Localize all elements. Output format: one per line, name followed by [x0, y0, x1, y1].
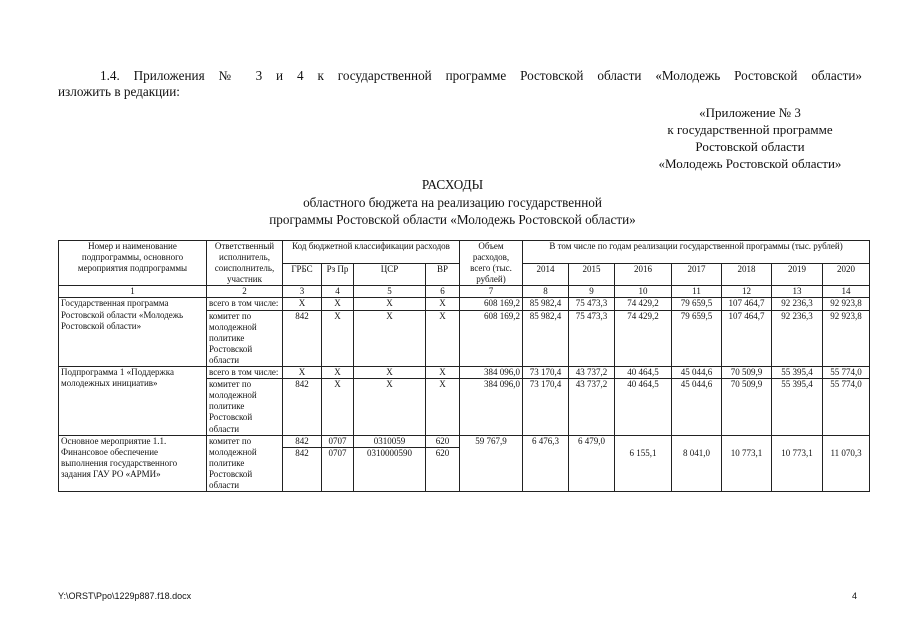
year-value-cell: 45 044,6 [672, 379, 722, 435]
total-cell: 384 096,0 [460, 367, 523, 379]
vr-cell: 620 [426, 435, 460, 447]
year-value-cell: 55 395,4 [772, 379, 823, 435]
year-value-cell: 70 509,9 [722, 367, 772, 379]
header-years-group: В том числе по годам реализации государственной программы (тыс. рублей) [523, 241, 870, 264]
csr-cell: X [354, 379, 426, 435]
title-line-2: областного бюджета на реализацию государственной [303, 194, 602, 210]
csr-cell: X [354, 298, 426, 310]
column-number: 10 [615, 286, 672, 298]
grbs-cell: X [283, 298, 322, 310]
year-value-cell: 73 170,4 [523, 379, 569, 435]
year-value-cell: 79 659,5 [672, 310, 722, 366]
rzpr-cell: 0707 [322, 448, 354, 492]
header-vr: ВР [426, 263, 460, 286]
table-row-measure-a [59, 435, 870, 447]
year-value-cell: 11 070,3 [823, 448, 870, 492]
header-volume: Объем расходов, всего (тыс. рублей) [460, 241, 523, 286]
intro-paragraph [58, 68, 862, 100]
header-budget-code: Код бюджетной классификации расходов [283, 241, 460, 264]
grbs-cell: X [283, 367, 322, 379]
executor-cell: комитет по молодежной политике Ростовской области [207, 379, 283, 435]
header-csr: ЦСР [354, 263, 426, 286]
page-number: 4 [852, 591, 858, 601]
year-value-cell: 75 473,3 [569, 310, 615, 366]
year-value-cell: 75 473,3 [569, 298, 615, 310]
vr-cell: X [426, 298, 460, 310]
rzpr-cell: 0707 [322, 435, 354, 447]
rzpr-cell: X [322, 379, 354, 435]
empty-cell [722, 435, 772, 447]
executor-cell: комитет по молодежной политике Ростовской области [207, 435, 283, 491]
executor-cell: комитет по молодежной политике Ростовской области [207, 310, 283, 366]
appendix-line-3: Ростовской области [695, 139, 805, 154]
year-value-cell: 43 737,2 [569, 367, 615, 379]
grbs-cell: 842 [283, 310, 322, 366]
grbs-cell: 842 [283, 435, 322, 447]
rzpr-cell: X [322, 310, 354, 366]
executor-cell: всего в том числе: [207, 298, 283, 310]
year-value-cell: 6 476,3 [523, 435, 569, 491]
header-grbs: ГРБС [283, 263, 322, 286]
column-number: 4 [322, 286, 354, 298]
csr-cell: 0310059 [354, 435, 426, 447]
header-year-2019: 2019 [772, 263, 823, 286]
column-number: 12 [722, 286, 772, 298]
header-year-2018: 2018 [722, 263, 772, 286]
expenses-table [58, 240, 870, 492]
vr-cell: X [426, 310, 460, 366]
header-row-1 [59, 241, 870, 264]
header-year-2017: 2017 [672, 263, 722, 286]
appendix-line-4: «Молодежь Ростовской области» [658, 156, 842, 171]
year-value-cell: 55 395,4 [772, 367, 823, 379]
intro-line-2: изложить в редакции: [58, 84, 180, 99]
appendix-header [640, 104, 860, 172]
header-name: Номер и наименование подпрограммы, основного мероприятия подпрограммы [59, 241, 207, 286]
grbs-cell: 842 [283, 379, 322, 435]
column-number: 11 [672, 286, 722, 298]
empty-cell [615, 435, 672, 447]
column-number: 6 [426, 286, 460, 298]
subprogram-name: Подпрограмма 1 «Поддержка молодежных инициатив» [59, 367, 207, 436]
footer-file-path: Y:\ORST\Ppo\1229p887.f18.docx [58, 591, 192, 601]
csr-cell: 0310000590 [354, 448, 426, 492]
title-line-3: программы Ростовской области «Молодежь Ростовской области» [269, 212, 636, 227]
year-value-cell: 6 155,1 [615, 448, 672, 492]
total-cell: 59 767,9 [460, 435, 523, 491]
executor-cell: всего в том числе: [207, 367, 283, 379]
appendix-line-1: «Приложение № 3 [699, 105, 801, 120]
appendix-line-2: к государственной программе [667, 122, 833, 137]
year-value-cell: 74 429,2 [615, 298, 672, 310]
year-value-cell: 43 737,2 [569, 379, 615, 435]
year-value-cell: 92 923,8 [823, 298, 870, 310]
program-name: Государственная программа Ростовской области «Молодежь Ростовской области» [59, 298, 207, 367]
column-number: 5 [354, 286, 426, 298]
header-year-2020: 2020 [823, 263, 870, 286]
year-value-cell: 92 236,3 [772, 298, 823, 310]
vr-cell: X [426, 367, 460, 379]
empty-cell [672, 435, 722, 447]
year-value-cell: 85 982,4 [523, 298, 569, 310]
rzpr-cell: X [322, 367, 354, 379]
table-row-subprogram-total [59, 367, 870, 379]
year-value-cell: 92 236,3 [772, 310, 823, 366]
csr-cell: X [354, 310, 426, 366]
column-number: 8 [523, 286, 569, 298]
empty-cell [823, 435, 870, 447]
title-line-1: РАСХОДЫ [421, 177, 484, 192]
year-value-cell: 79 659,5 [672, 298, 722, 310]
year-value-cell: 73 170,4 [523, 367, 569, 379]
column-number: 13 [772, 286, 823, 298]
grbs-cell: 842 [283, 448, 322, 492]
total-cell: 608 169,2 [460, 298, 523, 310]
year-value-cell: 10 773,1 [772, 448, 823, 492]
year-value-cell: 40 464,5 [615, 379, 672, 435]
year-value-cell: 40 464,5 [615, 367, 672, 379]
year-value-cell: 85 982,4 [523, 310, 569, 366]
year-value-cell: 6 479,0 [569, 435, 615, 491]
year-value-cell: 45 044,6 [672, 367, 722, 379]
year-value-cell: 10 773,1 [722, 448, 772, 492]
measure-name: Основное мероприятие 1.1. Финансовое обеспечение выполнения государственного задания ГАУ РО «АРМИ» [59, 435, 207, 491]
rzpr-cell: X [322, 298, 354, 310]
year-value-cell: 8 041,0 [672, 448, 722, 492]
header-year-2016: 2016 [615, 263, 672, 286]
header-executor: Ответственный исполнитель, соисполнитель, участник [207, 241, 283, 286]
empty-cell [772, 435, 823, 447]
total-cell: 384 096,0 [460, 379, 523, 435]
year-value-cell: 107 464,7 [722, 298, 772, 310]
vr-cell: 620 [426, 448, 460, 492]
year-value-cell: 74 429,2 [615, 310, 672, 366]
table-row-program-total [59, 298, 870, 310]
year-value-cell: 55 774,0 [823, 367, 870, 379]
intro-line-1: 1.4. Приложения № 3 и 4 к государственной программе Ростовской области «Молодежь Ростовской области» [100, 68, 862, 83]
column-number: 9 [569, 286, 615, 298]
year-value-cell: 70 509,9 [722, 379, 772, 435]
header-year-2015: 2015 [569, 263, 615, 286]
column-number: 3 [283, 286, 322, 298]
column-number-row [59, 286, 870, 298]
column-number: 1 [59, 286, 207, 298]
year-value-cell: 55 774,0 [823, 379, 870, 435]
column-number: 14 [823, 286, 870, 298]
year-value-cell: 107 464,7 [722, 310, 772, 366]
column-number: 7 [460, 286, 523, 298]
total-cell: 608 169,2 [460, 310, 523, 366]
year-value-cell: 92 923,8 [823, 310, 870, 366]
column-number: 2 [207, 286, 283, 298]
header-year-2014: 2014 [523, 263, 569, 286]
csr-cell: X [354, 367, 426, 379]
vr-cell: X [426, 379, 460, 435]
document-title [0, 176, 905, 229]
header-rzpr: Рз Пр [322, 263, 354, 286]
